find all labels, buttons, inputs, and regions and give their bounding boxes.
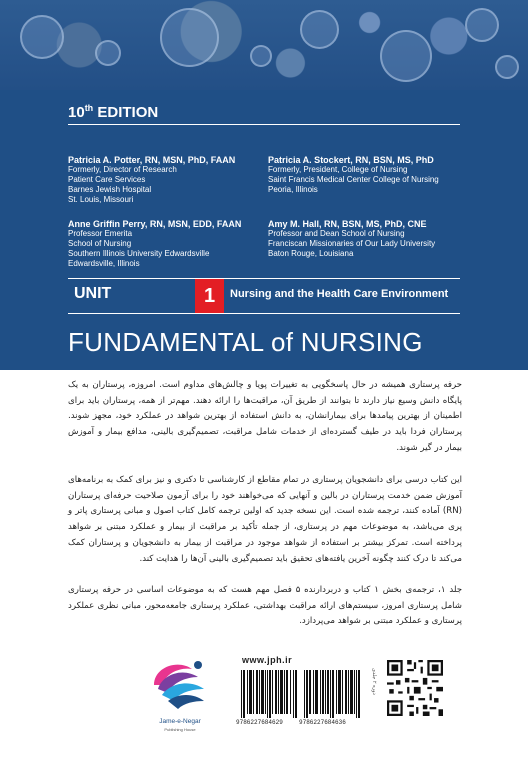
publisher-name: Jame-e-Negar	[159, 718, 201, 725]
isbn-number: 9786227684629	[236, 719, 283, 726]
unit-title: Nursing and the Health Care Environment	[230, 288, 449, 300]
description-paragraph: این کتاب درسی برای دانشجویان پرستاری در تمام مقاطع از کارشناسی تا دکتری و نیز برای کمک به برنامه‌های آموزش ضمن خدمت پرستاران در بالین و آنهایی که می‌خواهند خود را برای آزمون صلاحیت حرفه‌ای پرستاران (RN) آماده کنند، ترجمه شده است. این نسخه جدید که اولین ترجمه کامل کتاب اصول و مبانی پرستاری پاتر و پری می‌باشد، به موضوعات مهم در پرستاری، از جمله تأکید بر مراقبت از بیمار و عملکرد مبتنی بر شواهد پرداخته است. تمرکز بیشتر بر استفاده از شواهد موجود در مراقبت از بیمار به دانشجویان و پرستاران کمک می‌کند تا درک کنند چگونه آخرین یافته‌های تحقیق باید تصمیم‌گیری بالینی آن‌ها را هدایت کند.	[68, 475, 462, 564]
publisher-tagline: Publishing House	[164, 727, 196, 732]
author-block: Patricia A. Stockert, RN, BSN, MS, PhD Formerly, President, College of Nursing Saint Francis Medical Center College of Nursing Peoria, Illinois	[268, 155, 439, 194]
barcode-icon	[303, 670, 361, 718]
unit-bar	[68, 279, 460, 313]
description-paragraph: جلد ۱، ترجمه‌ی بخش ۱ کتاب و دربردارنده ۵ فصل مهم هست که به موضوعات اساسی در حرفه پرستاری شامل پرستاری امروز، سیستم‌های ارائه مراقبت بهداشتی، عملکرد پرستاری جامعه‌محور، مبانی نظری عملکرد پرستاری و عملکرد مبتنی بر شواهد می‌پردازد.	[68, 585, 463, 627]
website: www.jph.ir	[242, 655, 293, 665]
author-block: Patricia A. Potter, RN, MSN, PhD, FAAN Formerly, Director of Research Patient Care Services Barnes Jewish Hospital St. Louis, Missouri	[68, 155, 236, 204]
unit-number-badge: 1	[195, 279, 224, 313]
publisher-logo	[148, 655, 210, 717]
description-paragraph: حرفه پرستاری همیشه در حال پاسخگویی به تغییرات پویا و چالش‌های مداوم است. امروزه، پرستاران به یک پایگاه دانش وسیع نیاز دارند تا بتوانند از طریق آن، مراقبت‌ها را ارائه دهند. مهم‌تر از همه، پرستاران باید برای اطمینان از بهترین پیامدها برای بیمارانشان، به دانش استفاده از بهترین شواهد در عملکرد خود، مجهز شوند. پرستاران فردا باید در طیف گسترده‌ای از خدمات شامل مراقبت، تصمیم‌گیری بالینی، مدافع بیمار و آموزش بیمار در گیر شوند.	[68, 380, 462, 453]
qr-code-icon	[387, 660, 443, 716]
edition-label: 10th EDITION	[68, 103, 159, 121]
cover-blue-panel	[0, 0, 528, 370]
divider	[68, 124, 460, 125]
unit-word: UNIT	[74, 285, 112, 302]
book-title: FUNDAMENTAL of NURSING	[68, 327, 423, 357]
set-label: دوره ۲ جلدی	[371, 668, 377, 695]
author-block: Amy M. Hall, RN, BSN, MS, PhD, CNE Professor and Dean School of Nursing Franciscan Missionaries of Our Lady University Baton Rouge, Louisiana	[268, 219, 436, 258]
isbn-number: 9786227684636	[299, 719, 346, 726]
decorative-banner	[0, 0, 528, 90]
barcode-icon	[240, 670, 298, 718]
divider	[68, 313, 460, 314]
author-block: Anne Griffin Perry, RN, MSN, EDD, FAAN Professor Emerita School of Nursing Southern Illinois University Edwardsville Edwardsville, Illinois	[68, 219, 242, 268]
